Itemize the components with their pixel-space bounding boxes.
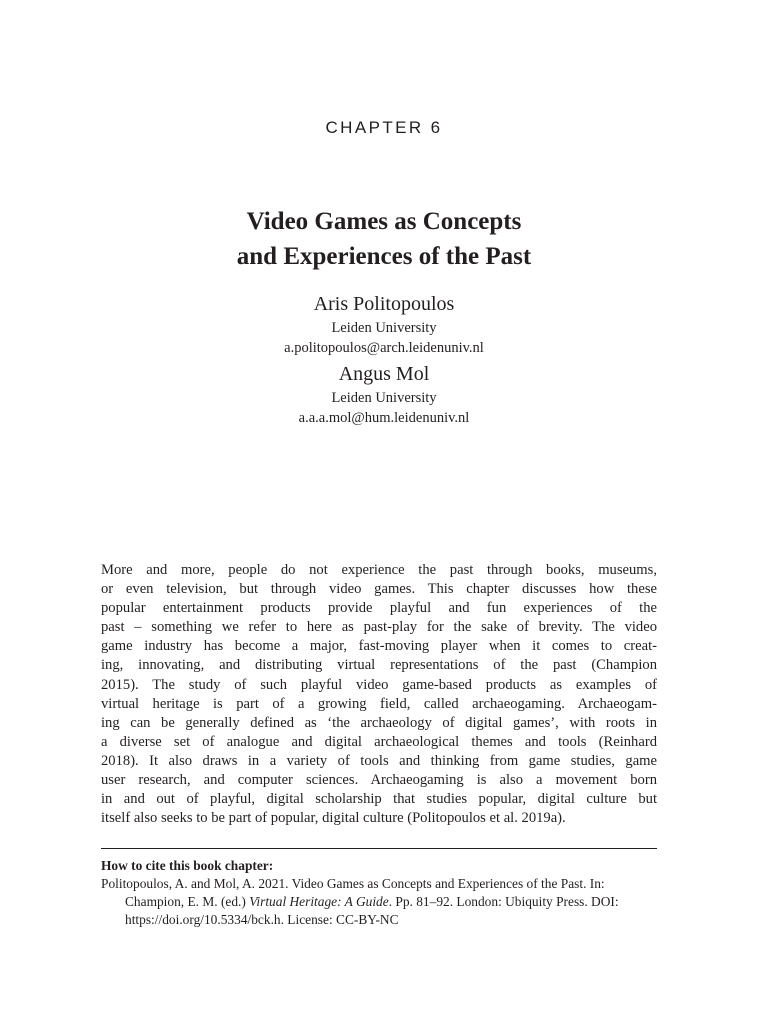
- author-email: a.a.a.mol@hum.leidenuniv.nl: [298, 410, 470, 426]
- author-name: Aris Politopoulos: [313, 293, 455, 315]
- citation-text-start: Politopoulos, A. and Mol, A. 2021. Video Games as Concepts and Experiences of the Past. In: Champion, E. M. (ed.): [101, 876, 605, 909]
- author-list: [0, 290, 768, 428]
- abstract-paragraph: [101, 561, 657, 828]
- abstract-line: a diverse set of analogue and digital archaeological themes and tools (Reinhard: [101, 733, 657, 750]
- footnote-divider: [101, 848, 657, 849]
- author-1: [0, 290, 768, 358]
- abstract-line: in and out of playful, digital scholarship that studies popular, digital culture but: [101, 791, 657, 808]
- abstract-line: or even television, but through video games. This chapter discusses how these: [101, 581, 657, 598]
- abstract-line: game industry has become a major, fast-moving player when it comes to creat-: [101, 638, 657, 655]
- citation-block: [101, 857, 657, 929]
- abstract-line: ing, innovating, and distributing virtual representations of the past (Champion: [101, 657, 657, 674]
- abstract-line: 2018). It also draws in a variety of tools and thinking from game studies, game: [101, 752, 657, 769]
- citation-text: [101, 875, 657, 929]
- abstract-line: itself also seeks to be part of popular, digital culture (Politopoulos et al. 2019a).: [101, 810, 566, 827]
- abstract-line: popular entertainment products provide playful and fun experiences of the: [101, 600, 657, 617]
- chapter-number: CHAPTER 6: [325, 118, 443, 137]
- author-affiliation: Leiden University: [331, 320, 437, 336]
- citation-book-title: Virtual Heritage: A Guide: [249, 894, 389, 909]
- abstract-line: More and more, people do not experience the past through books, museums,: [101, 562, 657, 578]
- citation-heading: How to cite this book chapter:: [101, 858, 274, 873]
- chapter-title-line-1: Video Games as Concepts: [246, 208, 522, 235]
- abstract-line: user research, and computer sciences. Archaeogaming is also a movement born: [101, 772, 657, 789]
- chapter-title-line-2: and Experiences of the Past: [236, 243, 532, 270]
- author-affiliation: Leiden University: [331, 390, 437, 406]
- abstract-line: 2015). The study of such playful video game-based products as examples of: [101, 676, 657, 693]
- abstract-line: past – something we refer to here as past-play for the sake of brevity. The video: [101, 619, 657, 636]
- abstract-line: ing can be generally defined as ‘the archaeology of digital games’, with roots in: [101, 714, 657, 731]
- chapter-title: [0, 204, 768, 274]
- citation-text-end: . Pp. 81–92. London: Ubiquity Press. DOI: https://doi.org/10.5334/bck.h. License: CC-BY-NC: [125, 894, 619, 927]
- author-name: Angus Mol: [338, 363, 430, 385]
- author-2: [0, 360, 768, 428]
- abstract-line: virtual heritage is part of a growing field, called archaeogaming. Archaeogam-: [101, 695, 657, 712]
- author-email: a.politopoulos@arch.leidenuniv.nl: [284, 340, 484, 356]
